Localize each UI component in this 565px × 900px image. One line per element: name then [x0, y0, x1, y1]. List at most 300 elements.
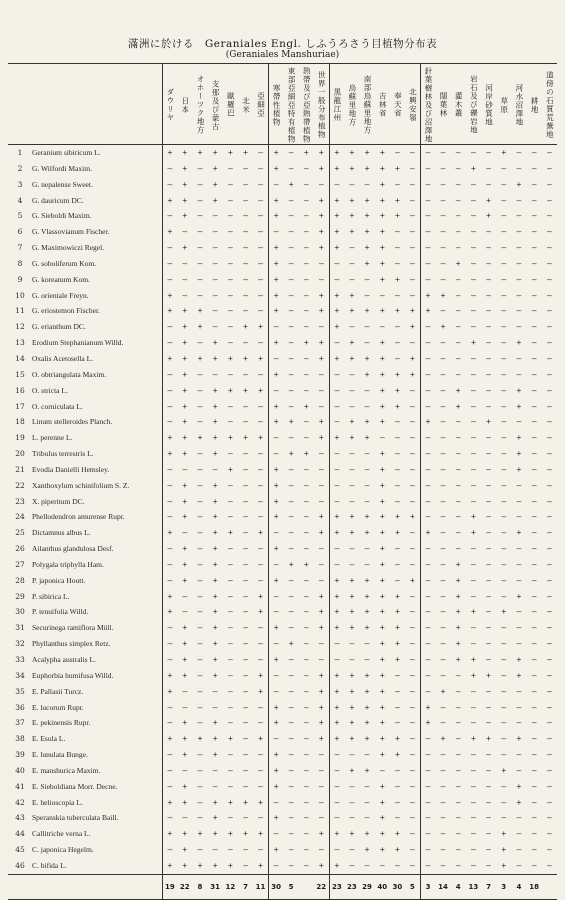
distribution-mark: – [258, 163, 263, 173]
distribution-mark: – [546, 353, 552, 363]
distribution-mark: – [409, 401, 415, 411]
distribution-mark: – [501, 353, 507, 363]
distribution-mark: – [546, 385, 552, 395]
distribution-mark: – [470, 401, 476, 411]
distribution-mark: – [329, 446, 344, 462]
row-number: 23 [15, 496, 25, 506]
distribution-mark: + [379, 607, 385, 617]
distribution-mark: + [212, 195, 218, 205]
row-number: 26 [15, 544, 25, 554]
distribution-mark: – [162, 383, 177, 399]
distribution-mark: – [546, 544, 552, 554]
distribution-mark: – [420, 795, 435, 811]
distribution-mark: + [182, 544, 188, 554]
distribution-mark: + [318, 290, 324, 300]
distribution-mark: + [197, 148, 203, 157]
distribution-mark: + [364, 575, 370, 585]
table-row [8, 573, 557, 589]
distribution-mark: – [329, 383, 344, 399]
distribution-mark: – [258, 449, 263, 459]
distribution-mark: – [318, 385, 324, 395]
distribution-mark: – [470, 718, 476, 728]
distribution-mark: – [288, 734, 294, 744]
distribution-mark: – [531, 306, 537, 316]
row-number: 34 [15, 670, 25, 680]
distribution-mark: + [318, 211, 324, 221]
distribution-mark: – [420, 573, 435, 589]
distribution-mark: + [258, 528, 263, 538]
distribution-mark: – [455, 781, 461, 791]
distribution-mark: – [470, 781, 476, 791]
row-number: 6 [17, 227, 23, 237]
table-row [8, 161, 557, 177]
distribution-mark: + [197, 829, 203, 839]
column-header-label: 世界一般分布植物 [317, 71, 327, 139]
distribution-mark: + [212, 797, 218, 807]
distribution-mark: – [288, 306, 294, 316]
distribution-mark: – [486, 449, 491, 459]
distribution-mark: – [409, 544, 415, 554]
distribution-mark: – [329, 810, 344, 826]
distribution-mark: – [288, 781, 294, 791]
distribution-mark: – [409, 227, 415, 237]
total-value [299, 874, 314, 899]
table-row [8, 494, 557, 510]
distribution-mark: + [486, 211, 491, 221]
distribution-mark: – [288, 496, 294, 506]
distribution-mark: – [531, 401, 537, 411]
distribution-mark: + [470, 655, 476, 664]
distribution-mark: + [440, 322, 446, 332]
row-number: 42 [15, 797, 25, 807]
row-number: 40 [15, 765, 25, 775]
distribution-mark: – [531, 227, 537, 237]
distribution-mark: + [395, 528, 400, 538]
distribution-mark: – [349, 496, 355, 506]
table-row [8, 636, 557, 652]
distribution-mark: – [486, 591, 491, 601]
distribution-mark: – [486, 528, 491, 538]
distribution-mark: – [409, 655, 415, 664]
distribution-mark: + [268, 763, 283, 779]
distribution-mark: – [395, 670, 400, 680]
distribution-mark: – [409, 258, 415, 268]
distribution-mark: – [486, 559, 491, 569]
distribution-mark: + [364, 718, 370, 728]
distribution-mark: – [420, 747, 435, 763]
distribution-mark: – [349, 860, 355, 870]
table-subtitle: (Geraniales Manshuriae) [225, 50, 340, 60]
distribution-mark: + [318, 512, 324, 522]
distribution-mark: – [288, 528, 294, 538]
distribution-mark: – [329, 177, 344, 193]
distribution-mark: – [258, 179, 263, 189]
column-header-c7 [253, 64, 268, 145]
distribution-mark: – [318, 655, 324, 664]
column-header-c15 [375, 64, 390, 145]
distribution-mark: – [197, 227, 203, 237]
distribution-mark: – [197, 813, 203, 823]
distribution-mark: + [329, 700, 344, 716]
distribution-mark: – [546, 480, 552, 490]
distribution-mark: – [531, 163, 537, 173]
table-row [8, 367, 557, 383]
distribution-mark: – [546, 496, 552, 506]
distribution-mark: – [288, 718, 294, 728]
distribution-mark: – [409, 734, 415, 744]
distribution-mark: – [440, 353, 446, 363]
species-name [32, 494, 162, 510]
species-name-text: E. manshurica Maxim. [32, 765, 101, 775]
distribution-mark: + [379, 385, 385, 395]
distribution-mark: – [455, 860, 461, 870]
distribution-mark: + [516, 338, 522, 348]
distribution-mark: – [516, 417, 522, 427]
distribution-mark: – [501, 702, 507, 712]
species-name [32, 240, 162, 256]
distribution-mark: – [470, 211, 476, 221]
species-name [32, 731, 162, 747]
distribution-mark: – [395, 179, 400, 189]
total-value: 13 [466, 874, 481, 899]
distribution-mark: + [182, 401, 188, 411]
row-number: 33 [15, 655, 25, 664]
distribution-mark: + [379, 369, 385, 379]
species-name-text: C. bifida L. [32, 860, 67, 870]
distribution-mark: + [212, 860, 218, 870]
distribution-mark: – [455, 512, 461, 522]
distribution-mark: – [546, 179, 552, 189]
distribution-mark: – [258, 290, 263, 300]
distribution-mark: + [516, 449, 522, 459]
table-row [8, 747, 557, 763]
distribution-mark: – [440, 765, 446, 775]
distribution-mark: – [303, 639, 309, 649]
species-name [32, 399, 162, 415]
species-name-text: Linum stelleroides Planch. [32, 417, 113, 427]
distribution-mark: + [364, 702, 370, 712]
distribution-mark: – [409, 702, 415, 712]
row-number: 20 [15, 449, 25, 459]
distribution-mark: – [243, 607, 248, 617]
distribution-mark: – [197, 338, 203, 348]
distribution-mark: – [349, 845, 355, 855]
distribution-mark: – [243, 544, 248, 554]
distribution-mark: – [531, 195, 537, 205]
distribution-mark: – [420, 589, 435, 605]
distribution-mark: – [420, 604, 435, 620]
distribution-mark: – [243, 559, 248, 569]
distribution-mark: – [470, 449, 476, 459]
distribution-mark: – [546, 623, 552, 633]
distribution-mark: – [288, 480, 294, 490]
species-name-text: E. pekinensis Rupr. [32, 718, 91, 728]
distribution-mark: – [455, 211, 461, 221]
distribution-mark: + [212, 179, 218, 189]
distribution-mark: – [516, 353, 522, 363]
table-row [8, 509, 557, 525]
distribution-mark: – [546, 670, 552, 680]
distribution-mark: – [455, 464, 461, 474]
distribution-mark: – [516, 750, 522, 760]
distribution-mark: – [409, 195, 415, 205]
distribution-mark: + [162, 589, 177, 605]
distribution-mark: + [182, 417, 188, 427]
distribution-mark: – [516, 290, 522, 300]
distribution-mark: – [440, 195, 446, 205]
distribution-mark: – [420, 826, 435, 842]
distribution-mark: + [318, 338, 324, 348]
distribution-mark: – [409, 845, 415, 855]
distribution-mark: – [409, 274, 415, 284]
row-number: 11 [15, 306, 25, 316]
species-name-text: Callitriche verna L. [32, 829, 91, 839]
distribution-mark: + [268, 652, 283, 668]
distribution-mark: + [212, 512, 218, 522]
distribution-mark: – [409, 797, 415, 807]
distribution-mark: – [395, 781, 400, 791]
distribution-mark: – [531, 433, 537, 443]
distribution-mark: + [329, 208, 344, 224]
distribution-mark: – [546, 607, 552, 617]
distribution-mark: – [470, 322, 476, 332]
table-row [8, 303, 557, 319]
distribution-mark: + [258, 686, 263, 696]
distribution-mark: + [486, 195, 491, 205]
distribution-mark: – [268, 858, 283, 874]
table-row [8, 795, 557, 811]
species-name-text: P. japonica Houtt. [32, 575, 86, 585]
distribution-mark: – [243, 734, 248, 744]
species-name [32, 604, 162, 620]
distribution-mark: – [243, 306, 248, 316]
distribution-mark: – [516, 227, 522, 237]
distribution-mark: – [212, 845, 218, 855]
distribution-mark: – [243, 528, 248, 538]
distribution-mark: – [288, 163, 294, 173]
distribution-mark: – [531, 464, 537, 474]
distribution-mark: – [516, 845, 522, 855]
distribution-mark: – [546, 243, 552, 253]
distribution-mark: – [395, 797, 400, 807]
distribution-mark: + [379, 544, 385, 554]
distribution-mark: + [470, 607, 476, 617]
species-name [32, 668, 162, 684]
distribution-mark: – [303, 860, 309, 870]
distribution-mark: – [546, 765, 552, 775]
distribution-mark: – [379, 860, 385, 870]
distribution-mark: + [420, 288, 435, 304]
distribution-mark: – [420, 272, 435, 288]
distribution-mark: + [395, 163, 400, 173]
distribution-mark: – [409, 385, 415, 395]
distribution-mark: – [546, 211, 552, 221]
distribution-mark: + [243, 797, 248, 807]
distribution-mark: – [440, 655, 446, 664]
distribution-mark: – [409, 179, 415, 189]
distribution-mark: – [501, 750, 507, 760]
distribution-mark: + [455, 401, 461, 411]
distribution-mark: – [501, 227, 507, 237]
column-header-c10 [299, 64, 314, 145]
distribution-mark: – [395, 686, 400, 696]
distribution-mark: + [379, 480, 385, 490]
distribution-mark: – [243, 860, 248, 870]
distribution-mark: + [268, 240, 283, 256]
row-number: 37 [15, 718, 25, 728]
distribution-mark: + [349, 686, 355, 696]
distribution-mark: – [243, 179, 248, 189]
distribution-mark: – [420, 620, 435, 636]
distribution-mark: + [212, 718, 218, 728]
distribution-mark: – [470, 258, 476, 268]
species-name-text: L. perenne L. [32, 433, 73, 443]
distribution-mark: – [303, 227, 309, 237]
distribution-mark: – [470, 464, 476, 474]
distribution-mark: – [516, 258, 522, 268]
distribution-mark: – [349, 750, 355, 760]
distribution-mark: + [470, 338, 476, 348]
distribution-mark: – [420, 858, 435, 874]
distribution-mark: – [268, 589, 283, 605]
distribution-mark: – [531, 258, 537, 268]
distribution-mark: – [197, 607, 203, 617]
distribution-mark: – [197, 512, 203, 522]
species-name [32, 747, 162, 763]
distribution-mark: – [531, 797, 537, 807]
distribution-mark: + [364, 433, 370, 443]
distribution-mark: + [212, 813, 218, 823]
distribution-mark: – [546, 655, 552, 664]
distribution-mark: – [531, 623, 537, 633]
distribution-mark: – [440, 464, 446, 474]
distribution-mark: – [288, 211, 294, 221]
distribution-mark: – [227, 813, 233, 823]
distribution-mark: – [516, 575, 522, 585]
distribution-mark: + [227, 433, 233, 443]
distribution-mark: + [501, 845, 507, 855]
distribution-mark: – [162, 414, 177, 430]
distribution-mark: – [288, 401, 294, 411]
table-row [8, 399, 557, 415]
total-value: 5 [405, 874, 420, 899]
distribution-mark: – [486, 702, 491, 712]
distribution-mark: + [364, 670, 370, 680]
distribution-mark: + [364, 829, 370, 839]
distribution-mark: – [420, 779, 435, 795]
distribution-mark: – [318, 322, 324, 332]
distribution-mark: – [501, 211, 507, 221]
distribution-mark: + [364, 591, 370, 601]
distribution-mark: – [501, 655, 507, 664]
distribution-mark: – [303, 464, 309, 474]
distribution-mark: – [455, 734, 461, 744]
distribution-mark: – [546, 464, 552, 474]
species-name-text: G. Wilfordi Maxim. [32, 163, 92, 173]
distribution-mark: + [182, 385, 188, 395]
distribution-mark: – [268, 557, 283, 573]
distribution-mark: – [243, 243, 248, 253]
distribution-mark: + [329, 731, 344, 747]
distribution-mark: – [486, 274, 491, 284]
distribution-mark: + [182, 781, 188, 791]
distribution-mark: – [329, 462, 344, 478]
distribution-mark: + [212, 623, 218, 633]
distribution-mark: – [486, 686, 491, 696]
table-row [8, 731, 557, 747]
column-header-label: 針葉樹林及び沼澤地 [424, 67, 434, 144]
distribution-mark: – [409, 639, 415, 649]
distribution-mark: – [288, 575, 294, 585]
distribution-mark: – [227, 258, 233, 268]
distribution-mark: + [258, 385, 263, 395]
distribution-mark: – [546, 290, 552, 300]
distribution-mark: – [409, 433, 415, 443]
distribution-mark: – [212, 765, 218, 775]
distribution-mark: + [318, 607, 324, 617]
distribution-mark: + [379, 845, 385, 855]
distribution-mark: + [349, 607, 355, 617]
distribution-mark: – [455, 544, 461, 554]
species-name-text: Euphorbia humifusa Willd. [32, 670, 114, 680]
distribution-mark: – [212, 702, 218, 712]
distribution-mark: + [409, 512, 415, 522]
column-header-c8 [268, 64, 283, 145]
header-row [8, 64, 557, 145]
distribution-mark: + [268, 335, 283, 351]
distribution-mark: – [546, 369, 552, 379]
distribution-mark: – [227, 306, 233, 316]
distribution-mark: + [329, 573, 344, 589]
distribution-mark: – [470, 227, 476, 237]
species-name-text: Phellodendron amurense Rupr. [32, 512, 125, 522]
species-name-text: G. erianthum DC. [32, 322, 86, 332]
distribution-mark: – [288, 290, 294, 300]
distribution-mark: – [420, 509, 435, 525]
distribution-mark: – [501, 433, 507, 443]
distribution-mark: – [546, 148, 552, 157]
distribution-mark: – [486, 338, 491, 348]
distribution-mark: – [364, 322, 370, 332]
distribution-mark: – [486, 623, 491, 633]
distribution-mark: – [409, 449, 415, 459]
species-name-text: Geranium sibiricum L. [32, 148, 101, 157]
distribution-mark: + [197, 353, 203, 363]
distribution-mark: – [409, 464, 415, 474]
distribution-mark: – [501, 559, 507, 569]
distribution-mark: + [197, 322, 203, 332]
distribution-mark: – [303, 686, 309, 696]
distribution-mark: + [227, 797, 233, 807]
distribution-mark: – [243, 623, 248, 633]
distribution-mark: + [516, 670, 522, 680]
distribution-mark: – [420, 256, 435, 272]
distribution-mark: + [364, 369, 370, 379]
column-header-c4 [208, 64, 223, 145]
distribution-mark: – [470, 496, 476, 506]
distribution-mark: + [379, 797, 385, 807]
distribution-mark: + [212, 353, 218, 363]
distribution-mark: – [329, 795, 344, 811]
distribution-mark: – [197, 163, 203, 173]
distribution-mark: + [395, 512, 400, 522]
distribution-mark: – [162, 620, 177, 636]
distribution-mark: + [268, 494, 283, 510]
distribution-mark: – [329, 272, 344, 288]
distribution-mark: + [212, 829, 218, 839]
distribution-mark: – [162, 652, 177, 668]
distribution-mark: – [212, 464, 218, 474]
